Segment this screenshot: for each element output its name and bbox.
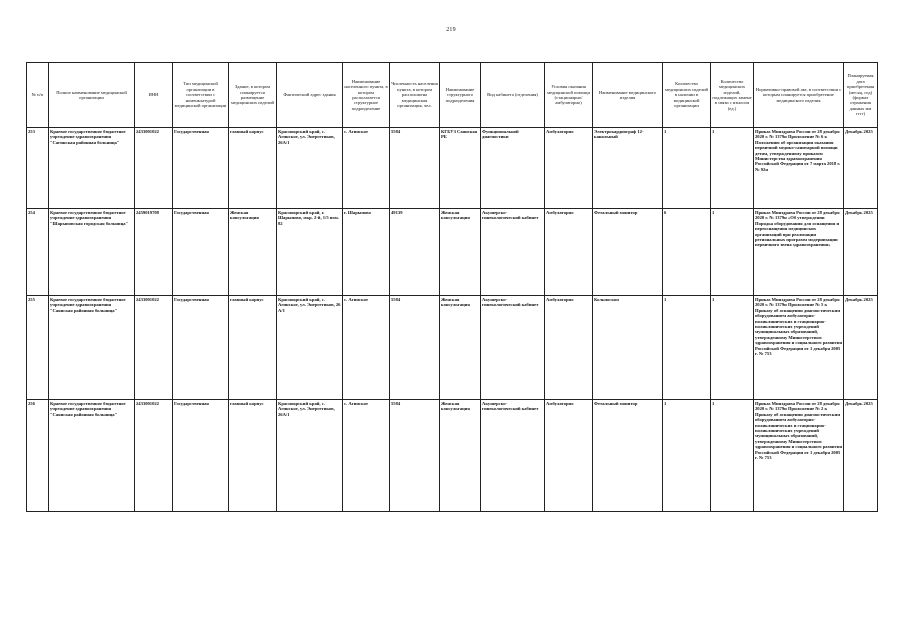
header-cell: Численность населения пункта, в котором расположена медицинская организация, чел. — [390, 63, 440, 128]
locality: с. Агинское — [343, 128, 390, 209]
header-cell: Условия оказания медицинской помощи (стационарно/амбулаторно) — [545, 63, 593, 128]
legal-act: Приказ Минздрава России от 28 декабря 2020 г. № 1379н «Об утверждении Порядка оборудования для оснащения и переоснащения медицинских организаций при реализации региональных программ модернизации первичного звена здравоохранения» — [754, 209, 844, 296]
header-cell: Здание, в котором планируется размещение медицинских изделий — [229, 63, 277, 128]
table-row — [27, 128, 878, 209]
row-number: 254 — [27, 209, 49, 296]
row-number: 255 — [27, 296, 49, 400]
structural-unit: Женская консультация — [440, 296, 481, 400]
header-cell: Наименование населенного пункта, в котором располагается структурное подразделение — [343, 63, 390, 128]
devices-to-replace: 1 — [711, 296, 754, 400]
device-name: Фетальный монитор — [593, 209, 663, 296]
header-cell: ИНН — [135, 63, 173, 128]
building: главный корпус — [229, 400, 277, 512]
organization-name: Краевое государственное бюджетное учреждение здравоохранения "Шарыповская городская больница" — [49, 209, 135, 296]
header-row — [27, 63, 878, 128]
devices-available: 1 — [663, 296, 711, 400]
organization-type: Государственная — [173, 400, 229, 512]
header-cell: Планируемая дата приобретения (месяц, год) (формат отражения данных мм гггг) — [844, 63, 878, 128]
planned-date: Декабрь 2025 — [844, 296, 878, 400]
legal-act: Приказ Минздрава России от 28 декабря 2020 г. № 1379н Приложение № 5 к Приказу об оснащении диагностическим оборудованием амбулаторно-поликлинических и стационарно-поликлинических учреждений муниципальных образований, утвержденному Министерством здравоохранения и социального развития Российской Федерации от 1 декабря 2005 г. № 753 — [754, 296, 844, 400]
inn: 2459019708 — [135, 209, 173, 296]
inn: 2433001022 — [135, 296, 173, 400]
population: 5584 — [390, 400, 440, 512]
header-cell: Полное наименование медицинской организации — [49, 63, 135, 128]
devices-available: 1 — [663, 128, 711, 209]
planned-date: Декабрь 2025 — [844, 400, 878, 512]
header-cell: Вид кабинета (отделения) — [481, 63, 545, 128]
cabinet-type: Функциональной диагностики — [481, 128, 545, 209]
devices-available: 6 — [663, 209, 711, 296]
devices-to-replace: 1 — [711, 128, 754, 209]
header-cell: Наименование медицинского изделия — [593, 63, 663, 128]
devices-to-replace: 1 — [711, 209, 754, 296]
legal-act: Приказ Минздрава России от 28 декабря 2020 г. № 1379н Приложение № 2 к Приказу об оснащении диагностическим оборудованием амбулаторно-поликлинических и стационарно-поликлинических учреждений муниципальных образований, утвержденному Министерством здравоохранения и социального развития Российской Федерации от 1 декабря 2005 г. № 753 — [754, 400, 844, 512]
legal-act: Приказ Минздрава России от 28 декабря 2020 г. № 1379н Приложение № 6 к Положению об организации оказания первичной медико-санитарной помощи детям, утвержденному приказом Министерства здравоохранения Российской Федерации от 7 марта 2018 г. № 92н — [754, 128, 844, 209]
population: 5584 — [390, 296, 440, 400]
header-cell: № п/п — [27, 63, 49, 128]
header-cell: Наименование структурного подразделения — [440, 63, 481, 128]
cabinet-type: Акушерско-гинекологический кабинет — [481, 400, 545, 512]
building: главный корпус — [229, 128, 277, 209]
header-cell: Количество медицинских изделий в наличии в медицинской организации — [663, 63, 711, 128]
organization-type: Государственная — [173, 128, 229, 209]
care-conditions: Амбулаторно — [545, 400, 593, 512]
organization-type: Государственная — [173, 209, 229, 296]
planned-date: Декабрь 2025 — [844, 128, 878, 209]
care-conditions: Амбулаторно — [545, 209, 593, 296]
population: 49139 — [390, 209, 440, 296]
inn: 2433001022 — [135, 400, 173, 512]
row-number: 256 — [27, 400, 49, 512]
table-row — [27, 296, 878, 400]
address: Красноярский край, с. Агинское, ул. Энергетиков, 26А/1 — [277, 400, 343, 512]
inn: 2433001022 — [135, 128, 173, 209]
device-name: Электрокардиограф 12-канальный — [593, 128, 663, 209]
cabinet-type: Акушерско-гинекологический кабинет — [481, 209, 545, 296]
header-cell: Фактический адрес здания — [277, 63, 343, 128]
care-conditions: Амбулаторно — [545, 128, 593, 209]
building: Женская консультация — [229, 209, 277, 296]
structural-unit: Женская консультация — [440, 400, 481, 512]
equipment-table — [26, 62, 878, 512]
population: 5584 — [390, 128, 440, 209]
organization-name: Краевое государственное бюджетное учреждение здравоохранения "Саянская районная больница" — [49, 296, 135, 400]
devices-available: 1 — [663, 400, 711, 512]
devices-to-replace: 1 — [711, 400, 754, 512]
table-row — [27, 400, 878, 512]
address: Красноярский край, с. Агинское, ул. Энергетиков, 26 А/1 — [277, 296, 343, 400]
page-number: 219 — [446, 27, 456, 33]
address: Красноярский край, с. Агинское, ул. Энергетиков, 26А/1 — [277, 128, 343, 209]
locality: с. Агинское — [343, 400, 390, 512]
locality: г. Шарыпово — [343, 209, 390, 296]
organization-name: Краевое государственное бюджетное учреждение здравоохранения "Сагинская районная больница" — [49, 128, 135, 209]
locality: с. Агинское — [343, 296, 390, 400]
row-number: 253 — [27, 128, 49, 209]
cabinet-type: Акушерско-гинекологический кабинет — [481, 296, 545, 400]
table-row — [27, 209, 878, 296]
building: главный корпус — [229, 296, 277, 400]
structural-unit: Женская консультация — [440, 209, 481, 296]
structural-unit: КГБУЗ Саянская РБ — [440, 128, 481, 209]
device-name: Кольпоскоп — [593, 296, 663, 400]
header-cell: Нормативно-правовой акт, в соответствии с которым планируется приобретение медицинского изделия — [754, 63, 844, 128]
care-conditions: Амбулаторно — [545, 296, 593, 400]
header-cell: Количество медицинских изделий, подлежащих замене в связи с износом (ед.) — [711, 63, 754, 128]
address: Красноярский край, г. Шарыпово, мкр. 2-й, 1/5 пом. 82 — [277, 209, 343, 296]
header-cell: Тип медицинской организации в соответствии с номенклатурой медицинской организации — [173, 63, 229, 128]
organization-type: Государственная — [173, 296, 229, 400]
planned-date: Декабрь 2025 — [844, 209, 878, 296]
device-name: Фетальный монитор — [593, 400, 663, 512]
organization-name: Краевое государственное бюджетное учреждение здравоохранения "Саянская районная больница" — [49, 400, 135, 512]
